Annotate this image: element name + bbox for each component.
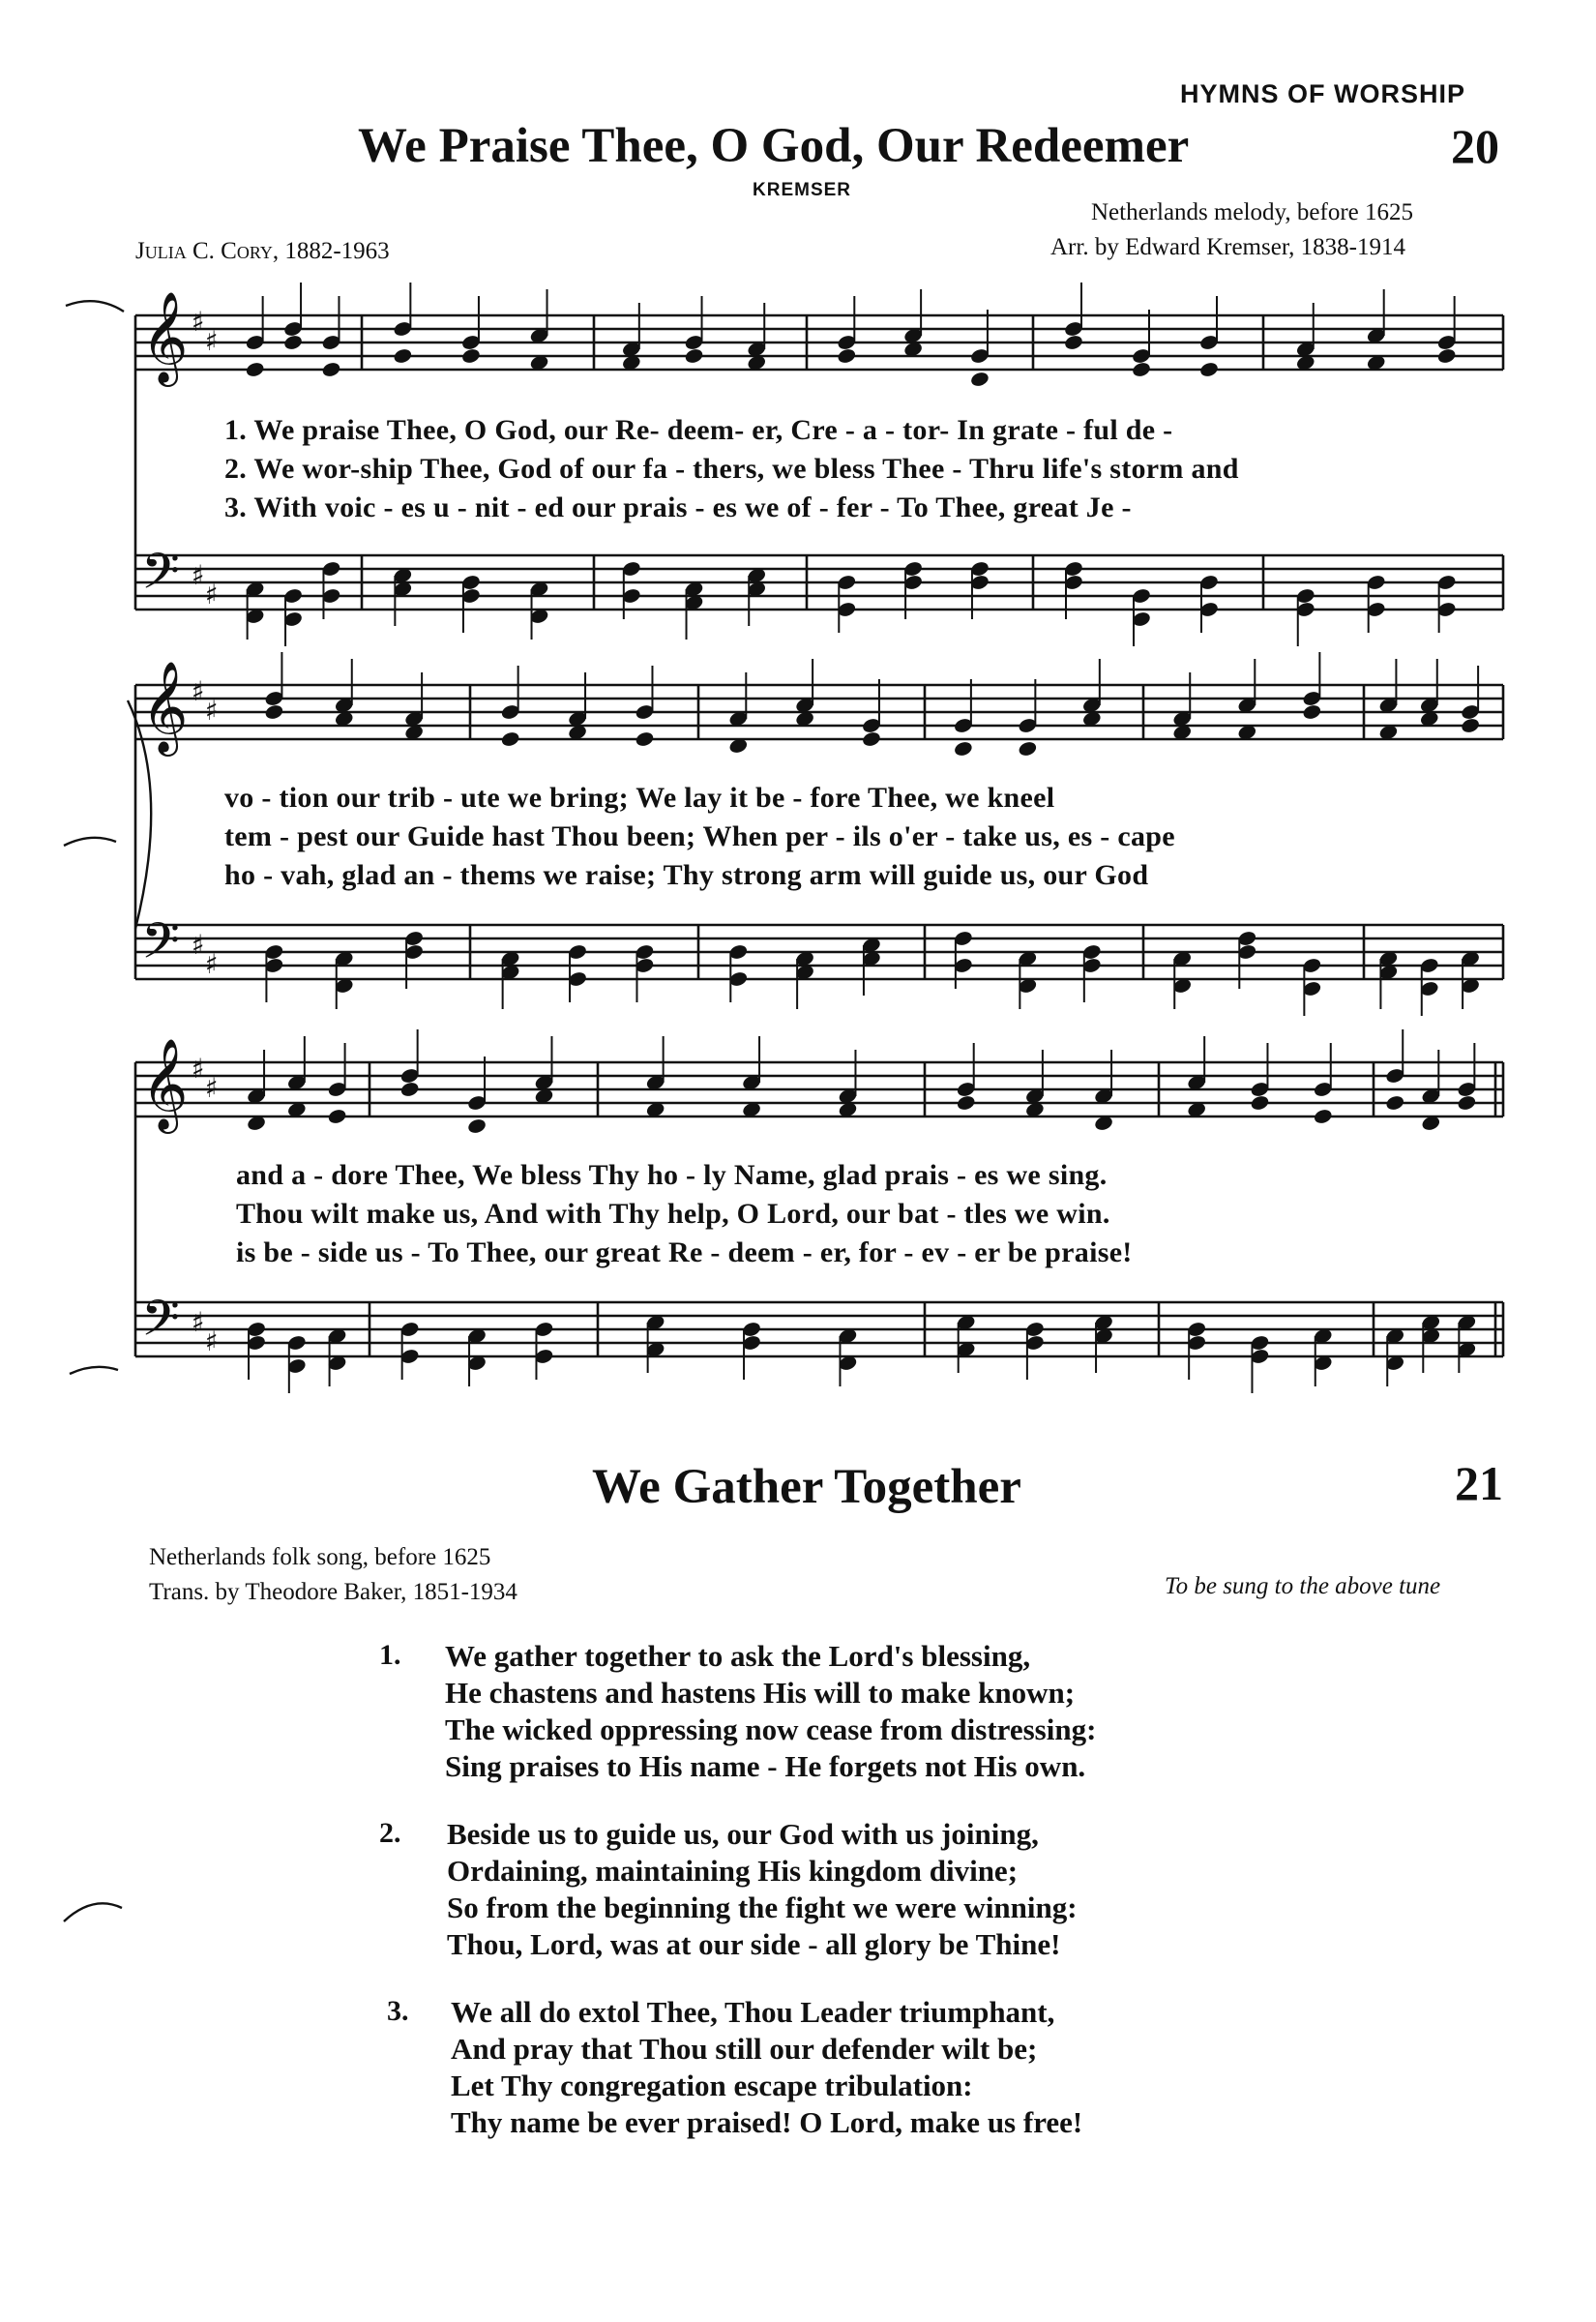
note-head [1436,347,1457,365]
verse-3-number: 3. [387,1995,409,2027]
verse-1-line-4: Sing praises to His name - He forgets not His own. [445,1749,1086,1783]
margin-mark [64,838,116,846]
verse-2-line-4: Thou, Lord, was at our side - all glory be Thine! [447,1927,1061,1961]
note-head [969,371,990,388]
verse-1-line-3: The wicked oppressing now cease from distressing: [445,1712,1097,1746]
note-head [245,361,265,378]
bass-clef-icon: 𝄢 [141,1289,180,1359]
note-head [327,1108,347,1125]
sharp-icon: ♯ [205,1072,219,1104]
system-1-verse-1: 1. We praise Thee, O God, our Re- deem- er, Cre - a - tor- In grate - ful de - [224,414,1173,446]
note-head [1460,717,1480,734]
note-head [321,361,341,378]
sharp-icon: ♯ [192,306,205,338]
hymn-20-title: We Praise Thee, O God, Our Redeemer [358,119,1190,173]
note-head [500,730,520,748]
system-3-verse-1: and a - dore Thee, We bless Thy ho - ly Name, glad prais - es we sing. [236,1159,1108,1191]
sharp-icon: ♯ [205,579,219,610]
system-2-verse-3: ho - vah, glad an - thems we raise; Thy strong arm will guide us, our God [224,859,1149,891]
hymn-20-number: 20 [1451,119,1499,173]
sharp-icon: ♯ [205,325,219,357]
system-2-verse-1: vo - tion our trib - ute we bring; We lay it be - fore Thee, we kneel [224,782,1055,814]
system-3-verse-2: Thou wilt make us, And with Thy help, O Lord, our bat - tles we win. [236,1198,1110,1230]
note-head [264,703,284,721]
hymn-21-title: We Gather Together [592,1460,1021,1514]
note-head [1250,1094,1270,1112]
note-head [466,1117,487,1135]
verse-2-number: 2. [379,1817,401,1849]
arranger: Arr. by Edward Kremser, 1838-1914 [1050,234,1405,260]
note-head [837,347,857,365]
note-head [861,730,881,748]
section-header: HYMNS OF WORSHIP [1180,79,1466,108]
lyrics-author: Julia C. Cory, 1882-1963 [135,238,390,264]
verse-1-number: 1. [379,1639,401,1671]
note-head [282,334,303,351]
hymn-21-source: Netherlands folk song, before 1625 [149,1544,491,1570]
note-head [956,1094,976,1112]
sharp-icon: ♯ [192,929,205,961]
treble-clef-icon: 𝄞 [141,1038,189,1130]
system-3-verse-3: is be - side us - To Thee, our great Re - deem - er, for - ev - er be praise! [236,1236,1133,1268]
sharp-icon: ♯ [205,948,219,980]
bass-clef-icon: 𝄢 [141,911,180,982]
bass-clef-icon: 𝄢 [141,542,180,612]
note-head [1457,1094,1477,1112]
margin-mark [64,1903,122,1921]
treble-clef-icon: 𝄞 [141,661,189,753]
verse-3-line-1: We all do extol Thee, Thou Leader triumphant, [451,1995,1055,2029]
margin-mark [70,1367,118,1374]
sharp-icon: ♯ [192,559,205,591]
sharp-icon: ♯ [192,1053,205,1085]
tune-name: KREMSER [753,180,852,200]
note-head [1131,361,1151,378]
note-head [1018,740,1038,758]
note-head [635,730,655,748]
note-head [393,347,413,365]
system-1-verse-2: 2. We wor-ship Thee, God of our fa - thers, we bless Thee - Thru life's storm and [224,453,1239,485]
verse-3-line-3: Let Thy congregation escape tribulation: [451,2069,973,2102]
note-head [1063,334,1083,351]
note-head [1302,703,1322,721]
verse-3-line-2: And pray that Thou still our defender wilt be; [451,2032,1038,2066]
verse-2-line-2: Ordaining, maintaining His kingdom divine; [447,1854,1019,1888]
note-head [1313,1108,1333,1125]
note-head [953,740,973,758]
verse-2-line-1: Beside us to guide us, our God with us joining, [447,1817,1039,1851]
margin-mark [66,301,124,312]
note-head [684,347,704,365]
verse-3-line-4: Thy name be ever praised! O Lord, make us free! [451,2105,1083,2139]
note-head [399,1081,420,1098]
note-head [1198,361,1219,378]
hymn-21-translator: Trans. by Theodore Baker, 1851-1934 [149,1579,517,1605]
note-head [460,347,481,365]
sharp-icon: ♯ [192,1306,205,1338]
sharp-icon: ♯ [192,675,205,707]
sharp-icon: ♯ [205,695,219,727]
tune-note: To be sung to the above tune [1165,1573,1441,1599]
sharp-icon: ♯ [205,1325,219,1357]
system-2-verse-2: tem - pest our Guide hast Thou been; When per - ils o'er - take us, es - cape [224,820,1175,852]
system-1-verse-3: 3. With voic - es u - nit - ed our prais - es we of - fer - To Thee, great Je - [224,491,1132,523]
note-head [1385,1094,1405,1112]
verse-2-line-3: So from the beginning the fight we were winning: [447,1890,1078,1924]
verse-1-line-2: He chastens and hastens His will to make known; [445,1676,1076,1710]
hymn-21-number: 21 [1455,1456,1503,1510]
verse-1-line-1: We gather together to ask the Lord's blessing, [445,1639,1031,1673]
melody-source: Netherlands melody, before 1625 [1091,199,1413,225]
treble-clef-icon: 𝄞 [141,291,189,383]
